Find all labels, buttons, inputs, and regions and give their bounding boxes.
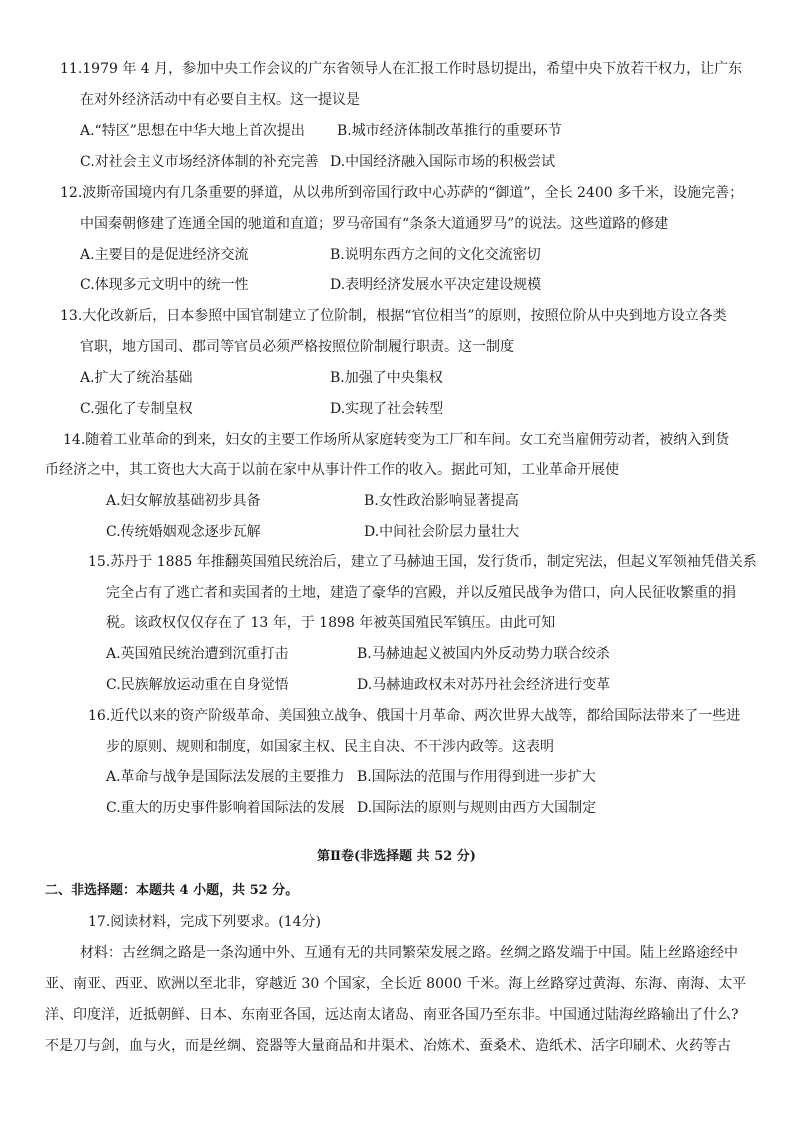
q17-material-line-3: 洋、印度洋，近抵朝鲜、日本、东南亚各国，远达南太诸岛、南亚各国乃至东非。中国通过陆海丝路输出了什么? <box>45 1007 739 1023</box>
q11-stem-line-1: 11.1979 年 4 月，参加中央工作会议的广东省领导人在汇报工作时恳切提出，希望中央下放若干权力，让广东 <box>60 61 743 77</box>
q15-option-a: A.英国殖民统治遭到沉重打击 <box>106 646 289 662</box>
q16-option-d: D.国际法的原则与规则由西方大国制定 <box>357 800 597 816</box>
q12-stem-line-1: 12.波斯帝国境内有几条重要的驿道，从以弗所到帝国行政中心苏萨的“御道”，全长 2400 多千米，设施完善； <box>60 185 744 201</box>
q11-option-d: D.中国经济融入国际市场的积极尝试 <box>330 154 556 170</box>
q16-option-c: C.重大的历史事件影响着国际法的发展 <box>106 800 345 816</box>
q13-stem-line-2: 官职，地方国司、郡司等官员必须严格按照位阶制履行职责。这一制度 <box>80 339 514 355</box>
q13-option-b: B.加强了中央集权 <box>330 370 443 386</box>
q11-option-c: C.对社会主义市场经济体制的补充完善 <box>80 154 319 170</box>
q15-option-b: B.马赫迪起义被国内外反动势力联合绞杀 <box>357 646 610 662</box>
q17-material-line-1: 材料：古丝绸之路是一条沟通中外、互通有无的共同繁荣发展之路。丝绸之路发端于中国。陆上丝路途经中 <box>80 945 738 961</box>
q17-stem: 17.阅读材料，完成下列要求。(14分) <box>88 914 322 930</box>
q14-stem-line-1: 14.随着工业革命的到来，妇女的主要工作场所从家庭转变为工厂和车间。女工充当雇佣劳动者，被纳入到货 <box>63 432 730 448</box>
q15-stem-line-2: 完全占有了逃亡者和卖国者的土地，建造了豪华的宫殿，并以反殖民战争为借口，向人民征收繁重的捐 <box>106 585 736 601</box>
section-ii-heading: 二、非选择题：本题共 4 小题，共 52 分。 <box>45 883 299 898</box>
q13-stem-line-1: 13.大化改新后，日本参照中国官制建立了位阶制，根据“官位相当”的原则，按照位阶从中央到地方设立各类 <box>60 308 727 324</box>
q15-option-c: C.民族解放运动重在自身觉悟 <box>106 677 289 693</box>
q13-option-a: A.扩大了统治基础 <box>80 370 193 386</box>
q12-stem-line-2: 中国秦朝修建了连通全国的驰道和直道；罗马帝国有“条条大道通罗马”的说法。这些道路的修建 <box>80 216 669 232</box>
q17-material-line-4: 不是刀与剑，血与火，而是丝绸、瓷器等大量商品和井渠术、冶炼术、蚕桑术、造纸术、活字印刷术、火药等古 <box>45 1038 731 1054</box>
q14-option-a: A.妇女解放基础初步具备 <box>106 493 261 509</box>
q15-stem-line-1: 15.苏丹于 1885 年推翻英国殖民统治后，建立了马赫迪王国，发行货币，制定宪法，但起义军领袖凭借关系 <box>88 554 757 570</box>
q11-option-b: B.城市经济体制改革推行的重要环节 <box>337 123 562 139</box>
q16-stem-line-1: 16.近代以来的资产阶级革命、美国独立战争、俄国十月革命、两次世界大战等，都给国际法带来了一些进 <box>88 708 741 724</box>
q15-stem-line-3: 税。该政权仅仅存在了 13 年，于 1898 年被英国殖民军镇压。由此可知 <box>106 615 556 631</box>
q16-stem-line-2: 步的原则、规则和制度，如国家主权、民主自决、不干涉内政等。这表明 <box>106 739 554 755</box>
q12-option-c: C.体现多元文明中的统一性 <box>80 277 249 293</box>
q12-option-d: D.表明经济发展水平决定建设规模 <box>330 277 542 293</box>
q14-option-b: B.女性政治影响显著提高 <box>364 493 519 509</box>
q15-option-d: D.马赫迪政权未对苏丹社会经济进行变革 <box>357 677 611 693</box>
q12-option-a: A.主要目的是促进经济交流 <box>80 247 249 263</box>
section-ii-title: 第Ⅱ卷(非选择题 共 52 分) <box>317 849 476 864</box>
q16-option-b: B.国际法的范围与作用得到进一步扩大 <box>357 769 596 785</box>
q14-option-c: C.传统婚姻观念逐步瓦解 <box>106 524 261 540</box>
q16-option-a: A.革命与战争是国际法发展的主要推力 <box>106 769 345 785</box>
q12-option-b: B.说明东西方之间的文化交流密切 <box>330 247 541 263</box>
q14-option-d: D.中间社会阶层力量壮大 <box>364 524 520 540</box>
q14-stem-line-2: 币经济之中，其工资也大大高于以前在家中从事计件工作的收入。据此可知，工业革命开展使 <box>45 462 619 478</box>
q11-option-a: A.“特区”思想在中华大地上首次提出 <box>80 123 305 139</box>
q13-option-c: C.强化了专制皇权 <box>80 401 193 417</box>
q11-stem-line-2: 在对外经济活动中有必要自主权。这一提议是 <box>80 92 360 108</box>
q13-option-d: D.实现了社会转型 <box>330 401 444 417</box>
q17-material-line-2: 亚、南亚、西亚、欧洲以至北非，穿越近 30 个国家，全长近 8000 千米。海上丝路穿过黄海、东海、南海、太平 <box>45 976 747 992</box>
